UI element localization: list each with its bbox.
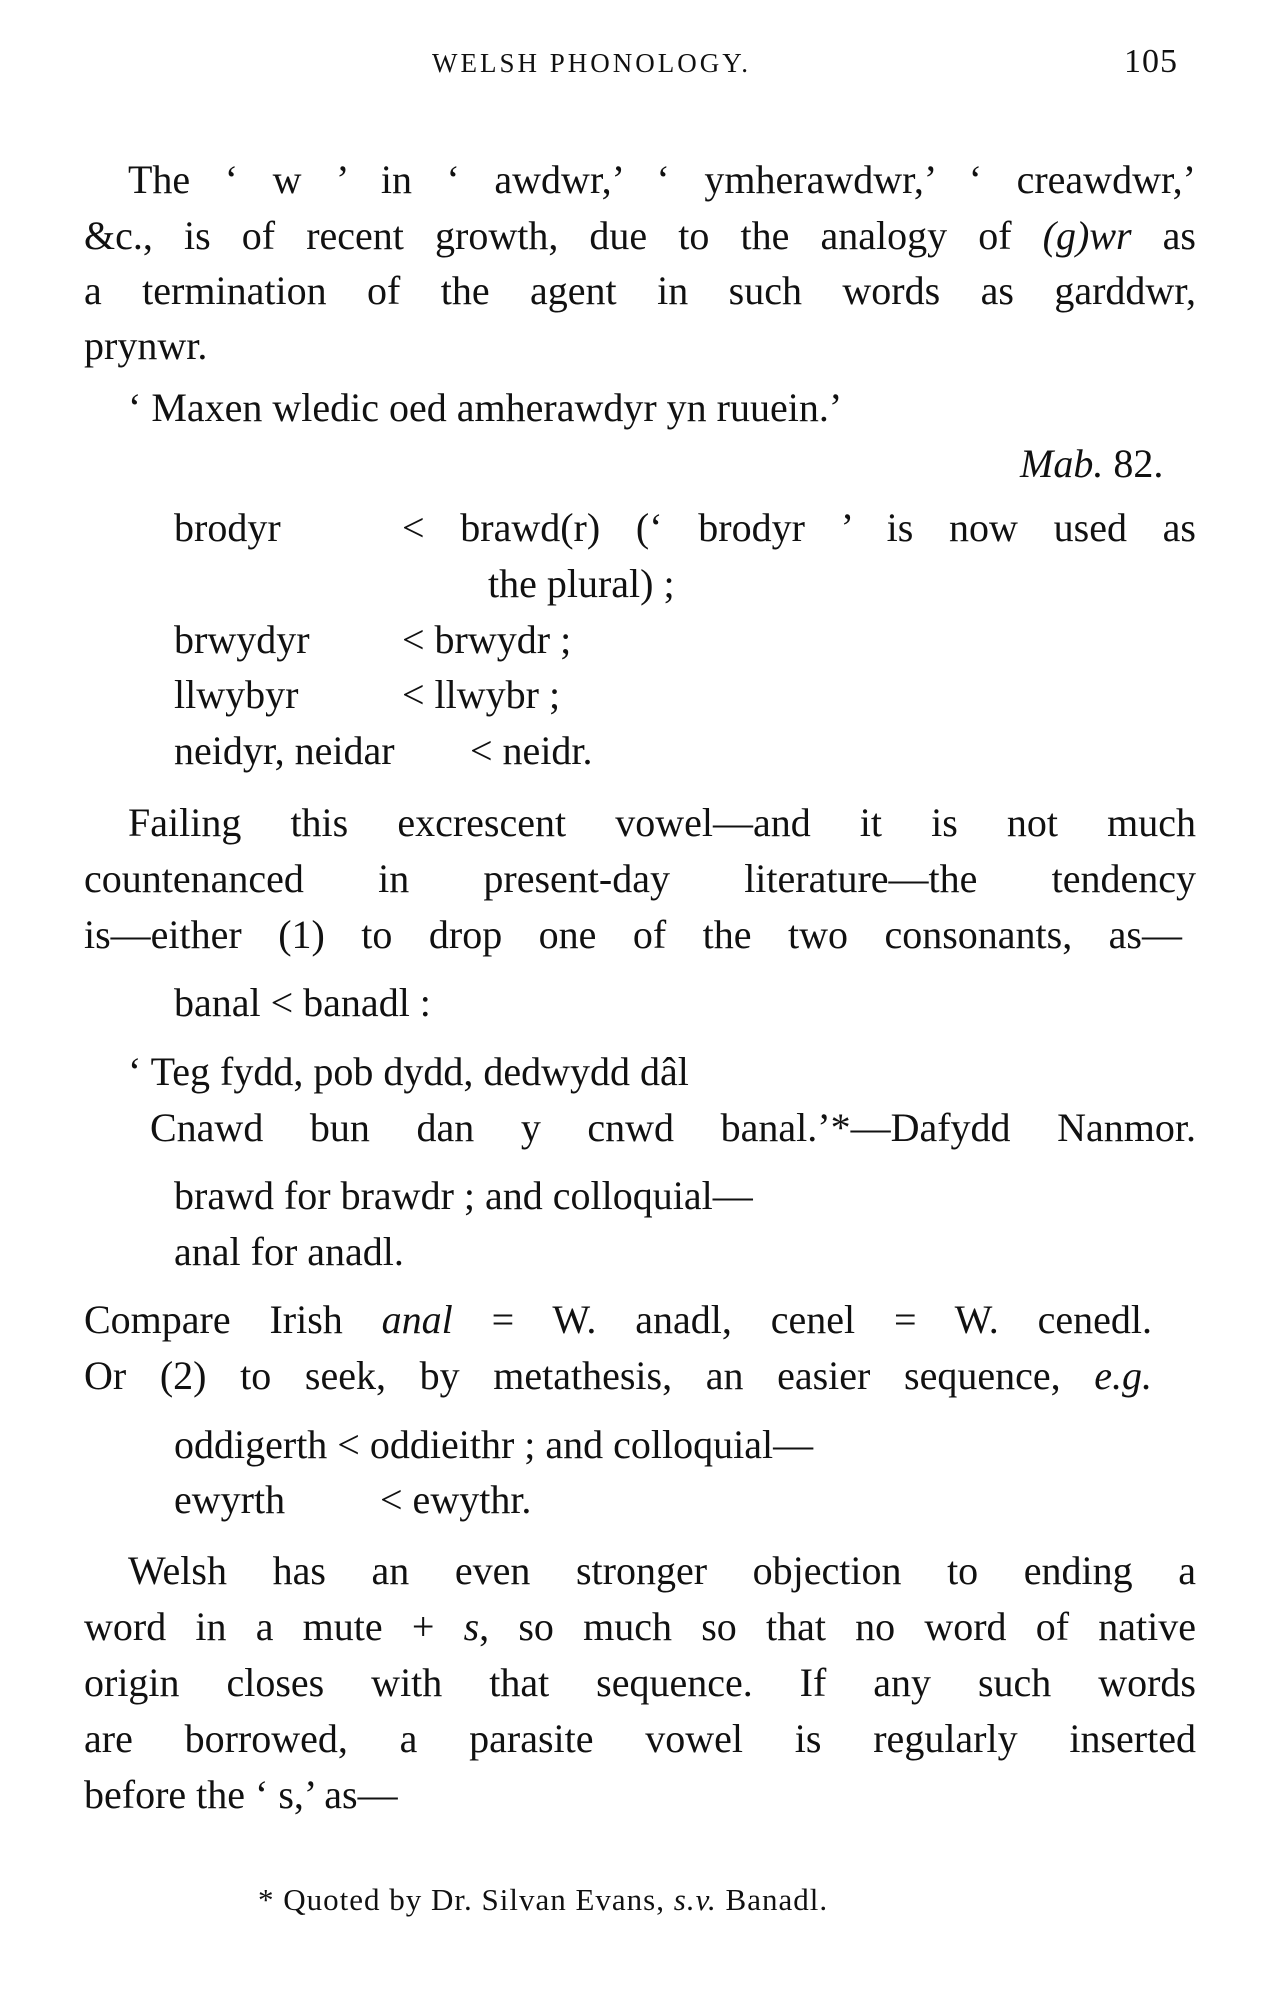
compare-line: Compare Irish anal = W. anadl, cenel = W. cenedl. xyxy=(84,1297,1152,1342)
para1-line4: prynwr. xyxy=(84,323,208,368)
page-number: 105 xyxy=(1124,43,1178,80)
example-word: brwydyr xyxy=(174,617,310,662)
para1-line1: The ‘ w ’ in ‘ awdwr,’ ‘ ymherawdwr,’ ‘ creawdwr,’ xyxy=(128,157,1196,202)
para3-line3: origin closes with that sequence. If any such words xyxy=(84,1660,1196,1705)
example-word: brodyr xyxy=(174,505,281,550)
verse-line1: ‘ Teg fydd, pob dydd, dedwydd dâl xyxy=(128,1049,689,1094)
example-word: neidyr, neidar xyxy=(174,728,395,773)
verse-line2: Cnawd bun dan y cnwd banal.’*—Dafydd Nanmor. xyxy=(150,1105,1196,1150)
quote-source: Mab. 82. xyxy=(1020,441,1164,486)
oddigerth-line: oddigerth < oddieithr ; and colloquial— xyxy=(174,1422,814,1467)
para3-line2: word in a mute + s, so much so that no word of native xyxy=(84,1604,1196,1649)
para3-line5: before the ‘ s,’ as— xyxy=(84,1772,398,1817)
example-banal: banal < banadl : xyxy=(174,980,431,1025)
ewyrth-word: ewyrth xyxy=(174,1477,286,1522)
or2-line: Or (2) to seek, by metathesis, an easier sequence, e.g. xyxy=(84,1353,1152,1398)
running-title: WELSH PHONOLOGY. xyxy=(432,48,752,78)
para1-line2: &c., is of recent growth, due to the analogy of (g)wr as xyxy=(84,213,1196,258)
para1-line3: a termination of the agent in such words as garddwr, xyxy=(84,268,1196,313)
para3-line1: Welsh has an even stronger objection to ending a xyxy=(128,1548,1196,1593)
example-derivation: < brawd(r) (‘ brodyr ’ is now used as xyxy=(402,505,1196,550)
example-derivation: < llwybr ; xyxy=(402,672,561,717)
colloquial-line2: anal for anadl. xyxy=(174,1229,404,1274)
footnote: * Quoted by Dr. Silvan Evans, s.v. Banadl. xyxy=(258,1882,829,1917)
colloquial-line1: brawd for brawdr ; and colloquial— xyxy=(174,1173,753,1218)
quote-maxen: ‘ Maxen wledic oed amherawdyr yn ruuein.’ xyxy=(128,385,843,430)
para2-line3: is—either (1) to drop one of the two consonants, as— xyxy=(84,912,1182,957)
example-derivation-cont: the plural) ; xyxy=(488,561,675,606)
para3-line4: are borrowed, a parasite vowel is regularly inserted xyxy=(84,1716,1196,1761)
ewyrth-derivation: < ewythr. xyxy=(380,1477,532,1522)
para2-line2: countenanced in present-day literature—the tendency xyxy=(84,856,1196,901)
example-derivation: < neidr. xyxy=(470,728,593,773)
example-derivation: < brwydr ; xyxy=(402,617,572,662)
para2-line1: Failing this excrescent vowel—and it is not much xyxy=(128,800,1196,845)
example-word: llwybyr xyxy=(174,672,299,717)
